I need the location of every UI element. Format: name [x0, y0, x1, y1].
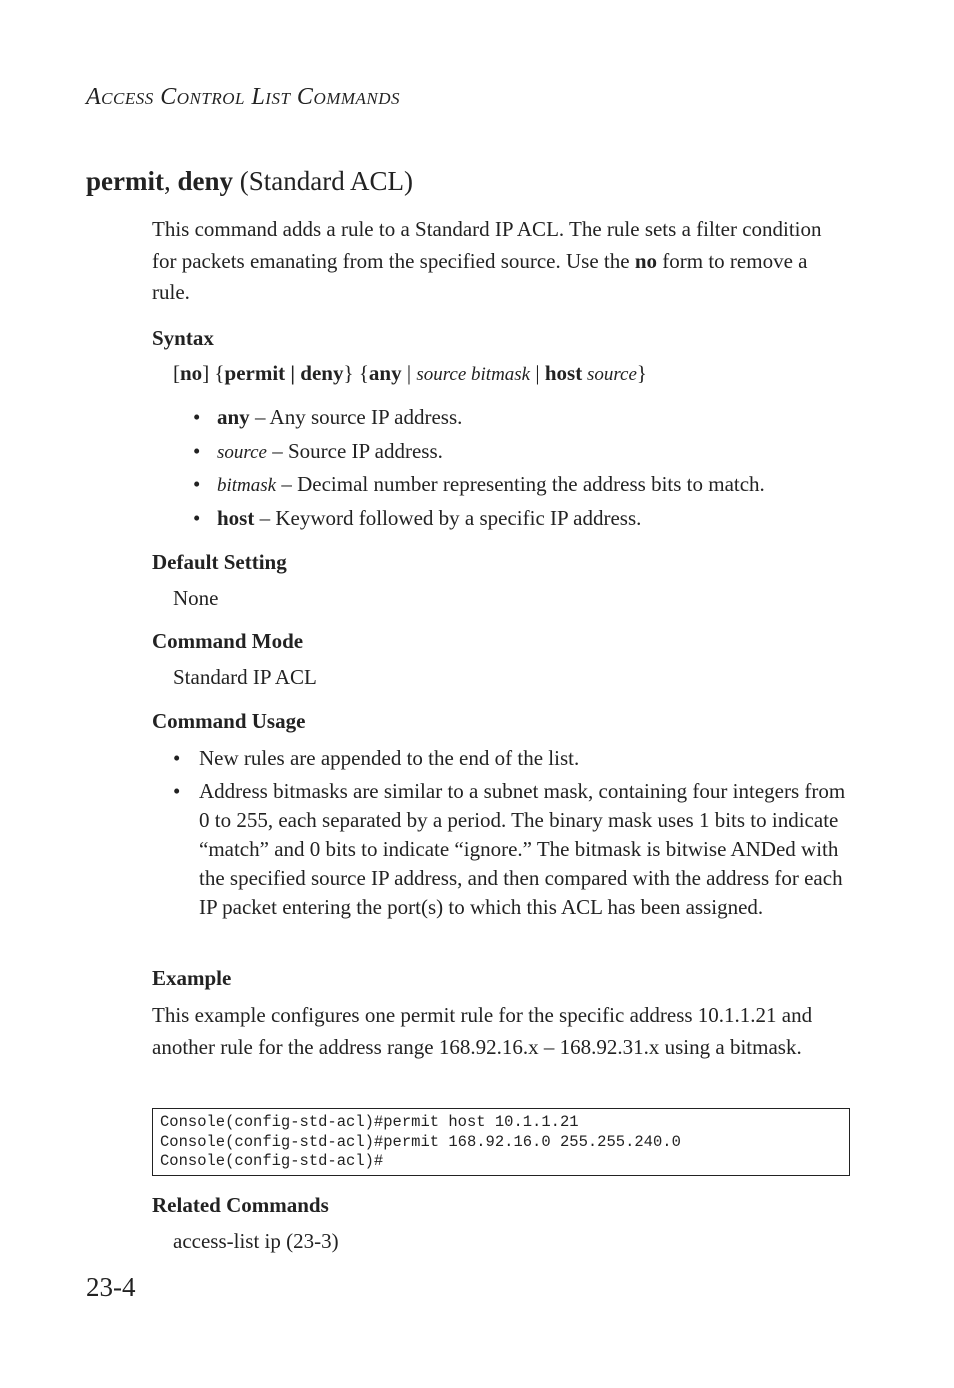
header-word-3-cap: L [251, 84, 266, 110]
title-permit: permit [86, 166, 164, 196]
syntax-no: no [180, 361, 203, 385]
intro-no-keyword: no [634, 248, 658, 273]
title-qualifier: (Standard ACL) [233, 166, 413, 196]
param-term: host [217, 505, 255, 530]
syntax-source: source [582, 364, 637, 385]
page-number: 23-4 [86, 1272, 136, 1302]
example-paragraph: This example configures one permit rule for the specific address 10.1.1.21 and another rule for the address range 168.92.16.x – 168.92.31.x using a bitmask. [152, 1003, 813, 1059]
code-line: Console(config-std-acl)#permit host 10.1.1.21 [160, 1113, 579, 1131]
code-line: Console(config-std-acl)#permit 168.92.16.0 255.255.240.0 [160, 1132, 681, 1151]
example-heading: Example [152, 966, 232, 990]
title-separator: , [163, 166, 178, 196]
code-example-block [152, 1108, 850, 1176]
header-word-2-rest: ONTROL [176, 89, 245, 108]
syntax-parameter-list [193, 401, 765, 535]
syntax-permit: permit [224, 361, 286, 385]
syntax-source-bitmask: source bitmask [416, 364, 531, 385]
running-header [86, 84, 400, 111]
command-mode-value: Standard IP ACL [173, 665, 317, 689]
header-word-4-cap: C [296, 84, 314, 110]
syntax-any: any [368, 361, 402, 385]
default-setting-value: None [173, 586, 219, 610]
param-term: source [217, 441, 267, 463]
param-desc: – Any source IP address. [249, 405, 463, 429]
param-desc: – Decimal number representing the address bits to match. [276, 472, 765, 496]
related-command-link[interactable]: access-list ip (23-3) [173, 1229, 339, 1253]
syntax-bracket-open: [ [173, 361, 180, 385]
command-mode-heading: Command Mode [152, 629, 304, 653]
param-desc: – Keyword followed by a specific IP address. [254, 505, 642, 530]
command-usage-list [173, 744, 848, 926]
usage-item: • New rules are appended to the end of the list. [173, 744, 848, 773]
param-any [193, 401, 765, 435]
syntax-brace-open-2: } { [343, 361, 369, 385]
param-bitmask [193, 468, 765, 502]
code-line: Console(config-std-acl)# [160, 1152, 384, 1170]
param-desc: – Source IP address. [266, 438, 443, 463]
header-word-3-rest: IST [265, 89, 291, 108]
title-deny: deny [177, 166, 233, 196]
default-setting-heading: Default Setting [152, 550, 287, 574]
param-host [193, 502, 765, 536]
syntax-bar-1: | [285, 361, 301, 385]
param-term: any [217, 405, 250, 429]
usage-item: • Address bitmasks are similar to a subnet mask, containing four integers from 0 to 255, each separated by a period. The binary mask uses 1 bits to indicate “match” and 0 bits to indicate “ignore.” The bitmask is bitwise ANDed with the specified source IP address, and then compared with the address for each IP packet entering the port(s) to which this ACL has been assigned. [173, 777, 848, 922]
header-word-1-rest: CCESS [101, 89, 154, 108]
intro-text-2: form to remove a rule. [152, 248, 808, 304]
syntax-brace-open-1: ] { [202, 361, 225, 385]
header-word-4-rest: OMMANDS [313, 89, 401, 108]
syntax-line [173, 361, 647, 386]
command-usage-heading: Command Usage [152, 709, 306, 733]
syntax-bar-3: | [530, 361, 545, 385]
syntax-deny: deny [300, 361, 344, 385]
param-source [193, 435, 765, 469]
syntax-host: host [544, 361, 583, 385]
related-commands-heading: Related Commands [152, 1193, 329, 1217]
syntax-heading: Syntax [152, 326, 214, 350]
header-word-1-cap: A [86, 84, 102, 110]
section-title [86, 166, 413, 197]
intro-text-1: This command adds a rule to a Standard IP ACL. The rule sets a filter condition for packets emanating from the specified source. Use the [152, 217, 822, 273]
syntax-brace-close: } [636, 361, 647, 385]
syntax-bar-2: | [401, 361, 417, 385]
param-term: bitmask [217, 475, 277, 496]
intro-paragraph [152, 214, 842, 309]
header-word-2-cap: C [160, 84, 177, 110]
